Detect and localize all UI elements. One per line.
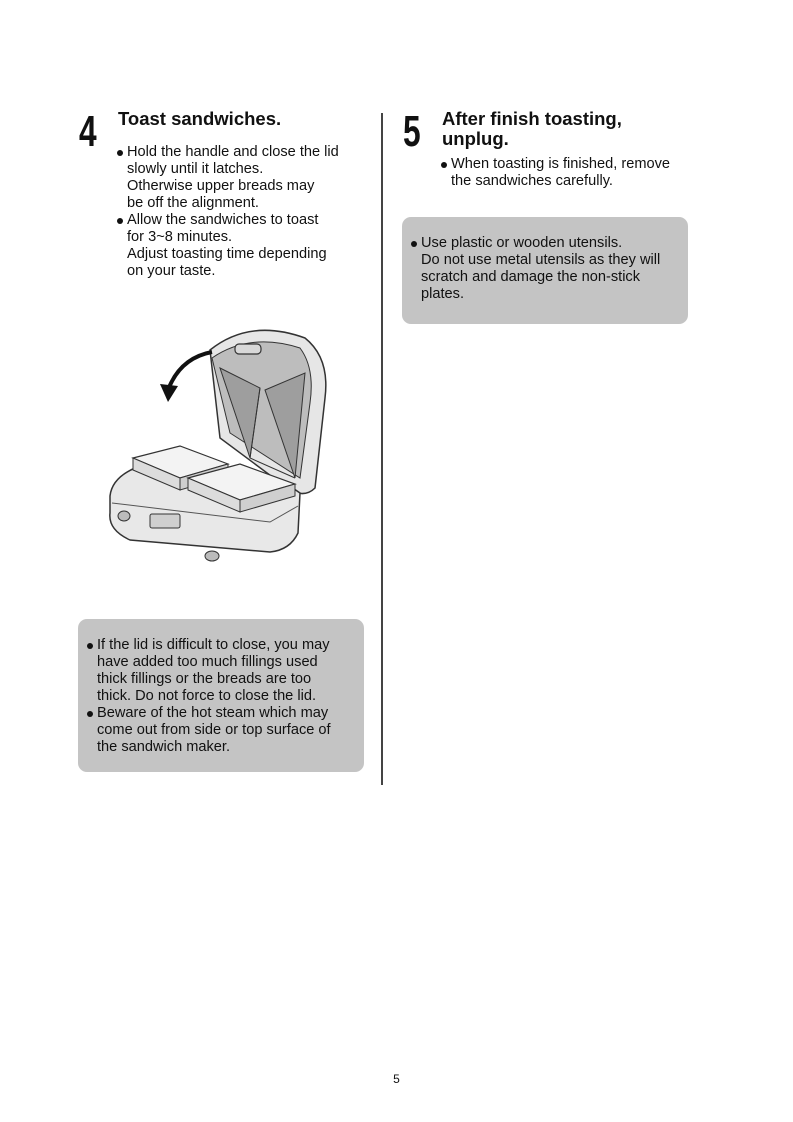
text-line: Otherwise upper breads may [127,178,315,194]
text-line: scratch and damage the non-stick [421,269,641,285]
step-5-caution-list [411,235,681,303]
text-line: Allow the sandwiches to toast [127,212,319,228]
column-divider [381,113,383,785]
text-line: When toasting is finished, remove [451,156,671,172]
step-4-caution-box [78,619,364,772]
title-line: After finish toasting, [442,108,622,129]
page-number: 5 [393,1072,400,1086]
text-line: If the lid is difficult to close, you may [97,637,330,653]
text-line: Use plastic or wooden utensils. [421,235,623,251]
sandwich-maker-open-lid-illustration [100,318,340,566]
text-line: Hold the handle and close the lid [127,144,339,160]
text-line: Adjust toasting time depending [127,246,327,262]
step-4-caution-list [87,637,357,756]
caution-item [411,235,681,303]
text-line: plates. [421,286,464,302]
step-5-title [442,109,622,149]
text-line: Do not use metal utensils as they will [421,252,661,268]
text-line: have added too much fillings used [97,654,318,670]
step-4-instructions [117,144,367,280]
text-line: thick fillings or the breads are too [97,671,312,687]
text-line: on your taste. [127,263,216,279]
step-5-number: 5 [403,107,421,156]
text-line: slowly until it latches. [127,161,264,177]
text-line: the sandwiches carefully. [451,173,613,189]
step-4-title: Toast sandwiches. [118,108,282,129]
text-line: come out from side or top surface of [97,722,331,738]
step-4-bullet [117,144,367,212]
step-5-caution-box [402,217,688,324]
text-line: be off the alignment. [127,195,259,211]
step-4-number: 4 [79,107,97,156]
text-line: thick. Do not force to close the lid. [97,688,317,704]
step-5-bullet [441,156,691,190]
text-line: for 3~8 minutes. [127,229,233,245]
title-line: unplug. [442,128,509,149]
text-line: the sandwich maker. [97,739,231,755]
caution-item [87,705,357,756]
step-5-instructions [441,156,691,190]
sandwich-maker-illustration [100,318,340,571]
text-line: Beware of the hot steam which may [97,705,329,721]
step-4-bullet [117,212,367,280]
caution-item [87,637,357,705]
